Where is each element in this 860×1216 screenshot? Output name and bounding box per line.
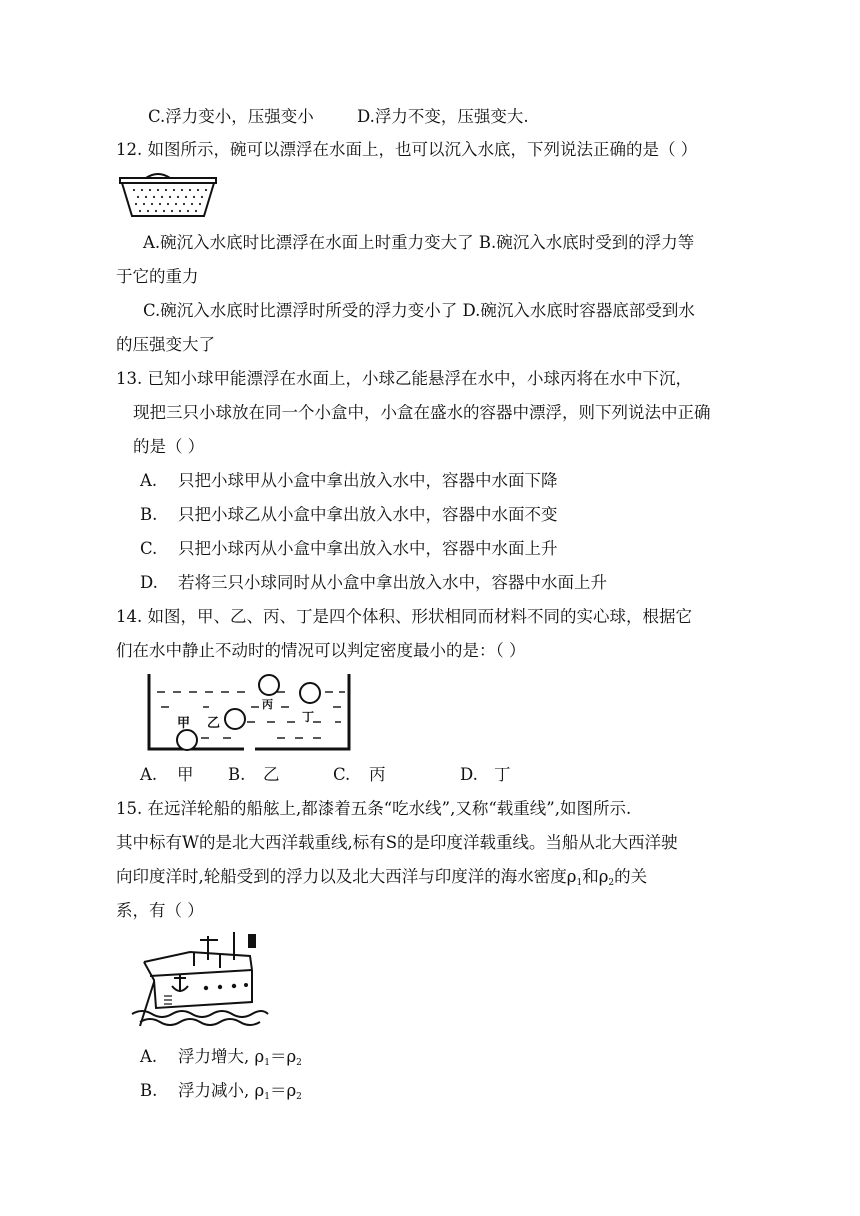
q11-option-d: D.浮力不变，压强变大.: [357, 107, 529, 126]
q13-option-c-letter: C.: [140, 539, 158, 558]
bowl-figure: [118, 172, 218, 220]
ball-label-jia: 甲: [177, 716, 191, 731]
q13-option-d-letter: D.: [140, 573, 158, 592]
q12-options-ab-line2: 于它的重力: [116, 267, 199, 286]
q14-option-d-text: 丁: [494, 765, 511, 784]
q12-options-cd-line1: C.碗沉入水底时比漂浮时所受的浮力变小了 D.碗沉入水底时容器底部受到水: [143, 301, 695, 320]
q14-option-d-letter: D.: [460, 765, 478, 784]
q13-stem-line3: 的是（ ）: [133, 437, 205, 456]
q13-option-d-text: 若将三只小球同时从小盒中拿出放入水中，容器中水面上升: [178, 573, 607, 592]
q12-options-ab-line1: A.碗沉入水底时比漂浮在水面上时重力变大了 B.碗沉入水底时受到的浮力等: [143, 233, 695, 252]
q15-stem-line3: 向印度洋时,轮船受到的浮力以及北大西洋与印度洋的海水密度$\rho_1$和$\rho_2$的关: [116, 867, 648, 888]
q13-option-a-text: 只把小球甲从小盒中拿出放入水中，容器中水面下降: [178, 471, 558, 490]
ball-label-yi: 乙: [207, 716, 221, 731]
q13-stem-line1: 13. 已知小球甲能漂浮在水面上，小球乙能悬浮在水中，小球丙将在水中下沉，: [116, 369, 692, 388]
q14-option-c-letter: C.: [333, 765, 351, 784]
q14-option-c-text: 丙: [369, 765, 386, 784]
q14-stem-line2: 们在水中静止不动时的情况可以判定密度最小的是：（ ）: [116, 641, 526, 660]
q14-option-a-letter: A.: [140, 765, 158, 784]
q13-option-b-letter: B.: [140, 505, 158, 524]
q13-stem-line2: 现把三只小球放在同一个小盒中，小盒在盛水的容器中漂浮，则下列说法中正确: [133, 403, 711, 422]
q15-option-a-letter: A.: [140, 1047, 158, 1066]
q15-option-a-text: 浮力增大, $\rho_1=\rho_2$: [178, 1047, 302, 1068]
q13-option-c-text: 只把小球丙从小盒中拿出放入水中，容器中水面上升: [178, 539, 558, 558]
ball-label-bing: 丙: [262, 698, 273, 711]
q15-stem-line4: 系，有（ ）: [116, 901, 204, 920]
q15-stem-line1: 15. 在远洋轮船的船舷上,都漆着五条“吃水线”,又称“载重线”,如图所示.: [116, 799, 632, 818]
q14-option-a-text: 甲: [177, 765, 194, 784]
q15-option-b-letter: B.: [140, 1081, 158, 1100]
q14-stem-line1: 14. 如图，甲、乙、丙、丁是四个体积、形状相同而材料不同的实心球，根据它: [116, 607, 692, 626]
q14-option-b-text: 乙: [263, 765, 280, 784]
q14-option-b-letter: B.: [228, 765, 246, 784]
q13-option-b-text: 只把小球乙从小盒中拿出放入水中，容器中水面不变: [178, 505, 558, 524]
q11-option-c: C.浮力变小，压强变小: [148, 107, 314, 126]
q15-option-b-text: 浮力减小, $\rho_1=\rho_2$: [178, 1081, 302, 1102]
ball-label-ding: 丁: [302, 710, 315, 724]
balls-in-water-figure: [147, 672, 353, 752]
ship-figure: [130, 930, 270, 1030]
q12-options-cd-line2: 的压强变大了: [116, 335, 215, 354]
q13-option-a-letter: A.: [140, 471, 158, 490]
q12-stem: 12. 如图所示，碗可以漂浮在水面上，也可以沉入水底，下列说法正确的是（ ）: [116, 140, 698, 159]
q15-stem-line2: 其中标有W的是北大西洋载重线,标有S的是印度洋载重线。当船从北大西洋驶: [116, 833, 678, 852]
